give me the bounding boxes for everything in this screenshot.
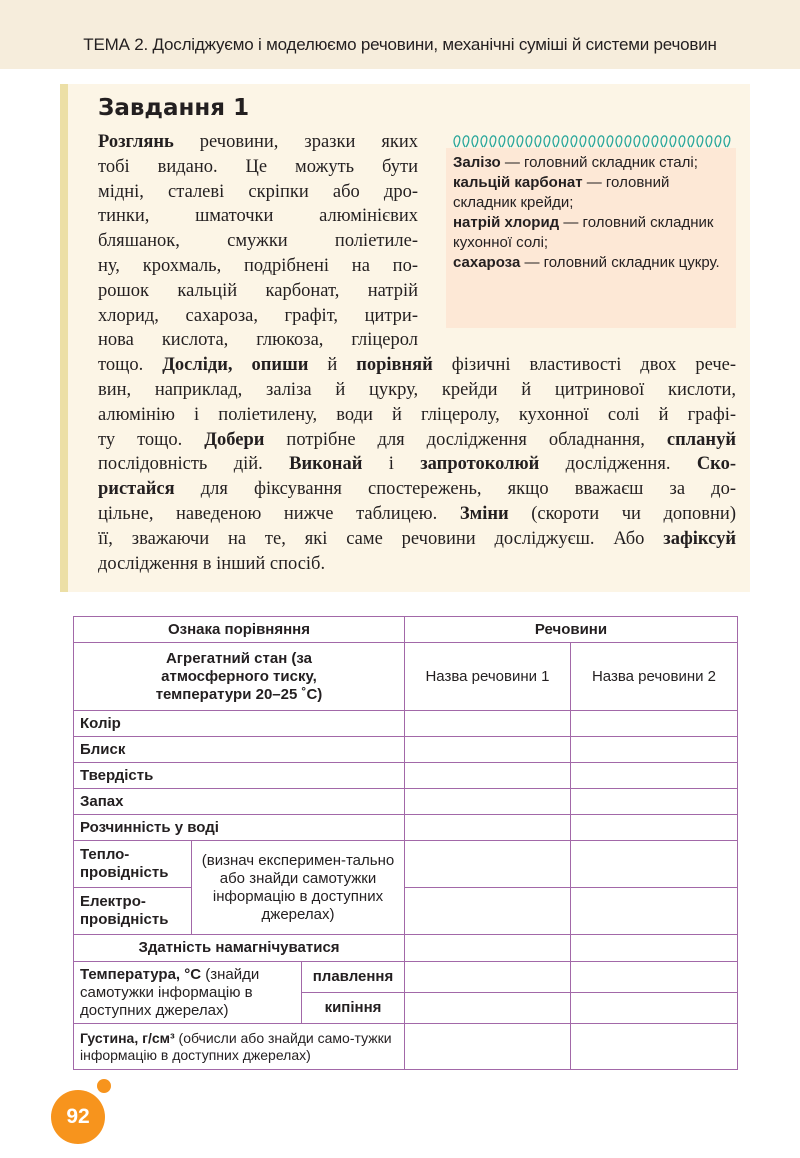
table-row bbox=[74, 1024, 738, 1070]
task-line: рошок кальцій карбонат, натрій bbox=[98, 280, 418, 301]
value-cell[interactable] bbox=[571, 888, 738, 935]
value-cell[interactable] bbox=[405, 789, 571, 815]
task-line: цільне, наведеною нижче таблицею. Зміни (скороти чи доповни) bbox=[98, 503, 736, 524]
notebook-spiral-icon bbox=[452, 134, 736, 148]
substance-2-cell[interactable]: Назва речовини 2 bbox=[571, 643, 738, 711]
spiral-loop bbox=[517, 136, 523, 147]
table-row bbox=[74, 737, 738, 763]
spiral-loop bbox=[526, 136, 532, 147]
note-item: кальцій карбонат — головний складник крейди; bbox=[453, 174, 670, 211]
value-cell[interactable] bbox=[571, 1024, 738, 1070]
spiral-loop bbox=[643, 136, 649, 147]
value-cell[interactable] bbox=[405, 888, 571, 935]
spiral-loop bbox=[535, 136, 541, 147]
spiral-loop bbox=[472, 136, 478, 147]
task-line: хлорид, сахароза, графіт, цитри- bbox=[98, 305, 418, 326]
task-line: алюмінію і поліетилену, води й гліцеролу, кухонної солі й графі- bbox=[98, 404, 736, 425]
task-line: тобі видано. Це можуть бути bbox=[98, 156, 418, 177]
spiral-loop bbox=[661, 136, 667, 147]
value-cell[interactable] bbox=[405, 815, 571, 841]
table-row bbox=[74, 815, 738, 841]
spiral-loop bbox=[454, 136, 460, 147]
comparison-table bbox=[73, 616, 738, 1070]
value-cell[interactable] bbox=[571, 841, 738, 888]
task-line: послідовність дій. Виконай і запротоколюй дослідження. Ско- bbox=[98, 454, 736, 475]
spiral-loop bbox=[463, 136, 469, 147]
spiral-loop bbox=[562, 136, 568, 147]
spiral-loop bbox=[616, 136, 622, 147]
spiral-loop bbox=[724, 136, 730, 147]
running-header-title: ТЕМА 2. Досліджуємо і моделюємо речовини, механічні суміші й системи речовин bbox=[83, 35, 717, 54]
row-label: Електро-провідність bbox=[74, 888, 192, 935]
spiral-loop bbox=[607, 136, 613, 147]
density-cell: Густина, г/см³ (обчисли або знайди само-тужки інформацію в доступних джерелах) bbox=[74, 1024, 405, 1070]
table-row bbox=[74, 617, 738, 643]
table-row bbox=[74, 643, 738, 711]
spiral-loop bbox=[598, 136, 604, 147]
table-row bbox=[74, 935, 738, 962]
spiral-loop bbox=[715, 136, 721, 147]
row-label: Тепло-провідність bbox=[74, 841, 192, 888]
spiral-loop bbox=[490, 136, 496, 147]
row-label: Колір bbox=[74, 711, 405, 737]
spiral-loop bbox=[580, 136, 586, 147]
row-label: Блиск bbox=[74, 737, 405, 763]
spiral-loop bbox=[499, 136, 505, 147]
page-number: 92 bbox=[66, 1105, 90, 1128]
spiral-loop bbox=[679, 136, 685, 147]
task-line: тинки, шматочки алюмінієвих bbox=[98, 206, 418, 227]
value-cell[interactable] bbox=[571, 789, 738, 815]
conductivity-note: (визнач експеримен-тально або знайди самотужки інформацію в доступних джерелах) bbox=[192, 841, 405, 935]
table-row bbox=[74, 962, 738, 993]
value-cell[interactable] bbox=[571, 962, 738, 993]
task-title: Завдання 1 bbox=[98, 95, 250, 121]
task-line: її, зважаючи на те, які саме речовини досліджуєш. Або зафіксуй bbox=[98, 528, 736, 549]
spiral-loop bbox=[706, 136, 712, 147]
value-cell[interactable] bbox=[571, 711, 738, 737]
table-row bbox=[74, 789, 738, 815]
temperature-cell: Температура, °С (знайди самотужки інформацію в доступних джерелах) bbox=[74, 962, 302, 1024]
row-label: кипіння bbox=[302, 993, 405, 1024]
task-line: ристайся для фіксування спостережень, якщо вважаєш за до- bbox=[98, 479, 736, 500]
task-line: тощо. Досліди, опиши й порівняй фізичні властивості двох рече- bbox=[98, 355, 736, 376]
task-line: вин, наприклад, заліза й цукру, крейди й цитринової кислоти, bbox=[98, 379, 736, 400]
spiral-loop bbox=[508, 136, 514, 147]
table-row bbox=[74, 841, 738, 888]
value-cell[interactable] bbox=[571, 763, 738, 789]
task-line: Розглянь речовини, зразки яких bbox=[98, 132, 418, 152]
spiral-loop bbox=[652, 136, 658, 147]
task-line: нова кислота, глюкоза, гліцерол bbox=[98, 330, 418, 351]
spiral-loop bbox=[589, 136, 595, 147]
row-label: Запах bbox=[74, 789, 405, 815]
table-row bbox=[74, 763, 738, 789]
note-text bbox=[453, 153, 733, 273]
value-cell[interactable] bbox=[571, 935, 738, 962]
note-item: натрій хлорид — головний складник кухонної солі; bbox=[453, 214, 714, 251]
row-label: Розчинність у воді bbox=[74, 815, 405, 841]
spiral-loop bbox=[634, 136, 640, 147]
task-line: дослідження в інший спосіб. bbox=[98, 553, 326, 574]
note-item: Залізо — головний складник сталі; bbox=[453, 154, 698, 171]
row-label: Твердість bbox=[74, 763, 405, 789]
spiral-loop bbox=[571, 136, 577, 147]
spiral-loop bbox=[553, 136, 559, 147]
task-line: мідні, сталеві скріпки або дро- bbox=[98, 181, 418, 202]
task-line: бляшанок, смужки поліетиле- bbox=[98, 231, 418, 252]
header-feature: Ознака порівняння bbox=[74, 617, 405, 643]
value-cell[interactable] bbox=[571, 737, 738, 763]
note-item: сахароза — головний складник цукру. bbox=[453, 254, 720, 271]
value-cell[interactable] bbox=[405, 993, 571, 1024]
spiral-loop bbox=[481, 136, 487, 147]
spiral-loop bbox=[697, 136, 703, 147]
table-row bbox=[74, 711, 738, 737]
task-accent-bar bbox=[60, 84, 68, 592]
substance-1-cell[interactable]: Назва речовини 1 bbox=[405, 643, 571, 711]
row-label: плавлення bbox=[302, 962, 405, 993]
spiral-loop bbox=[625, 136, 631, 147]
header-substances: Речовини bbox=[405, 617, 738, 643]
value-cell[interactable] bbox=[405, 841, 571, 888]
value-cell[interactable] bbox=[405, 962, 571, 993]
task-line: ту тощо. Добери потрібне для дослідження обладнання, сплануй bbox=[98, 429, 736, 450]
table-row bbox=[74, 888, 738, 935]
value-cell[interactable] bbox=[571, 815, 738, 841]
spiral-loop bbox=[670, 136, 676, 147]
value-cell[interactable] bbox=[405, 763, 571, 789]
value-cell[interactable] bbox=[405, 935, 571, 962]
task-line: ну, крохмаль, подрібнені на по- bbox=[98, 255, 418, 276]
value-cell[interactable] bbox=[571, 993, 738, 1024]
value-cell[interactable] bbox=[405, 737, 571, 763]
spiral-loop bbox=[544, 136, 550, 147]
value-cell[interactable] bbox=[405, 711, 571, 737]
value-cell[interactable] bbox=[405, 1024, 571, 1070]
spiral-loop bbox=[688, 136, 694, 147]
aggregate-state-cell: Агрегатний стан (за атмосферного тиску, температури 20–25 ˚С) bbox=[74, 643, 405, 711]
row-label: Здатність намагнічуватися bbox=[74, 935, 405, 962]
